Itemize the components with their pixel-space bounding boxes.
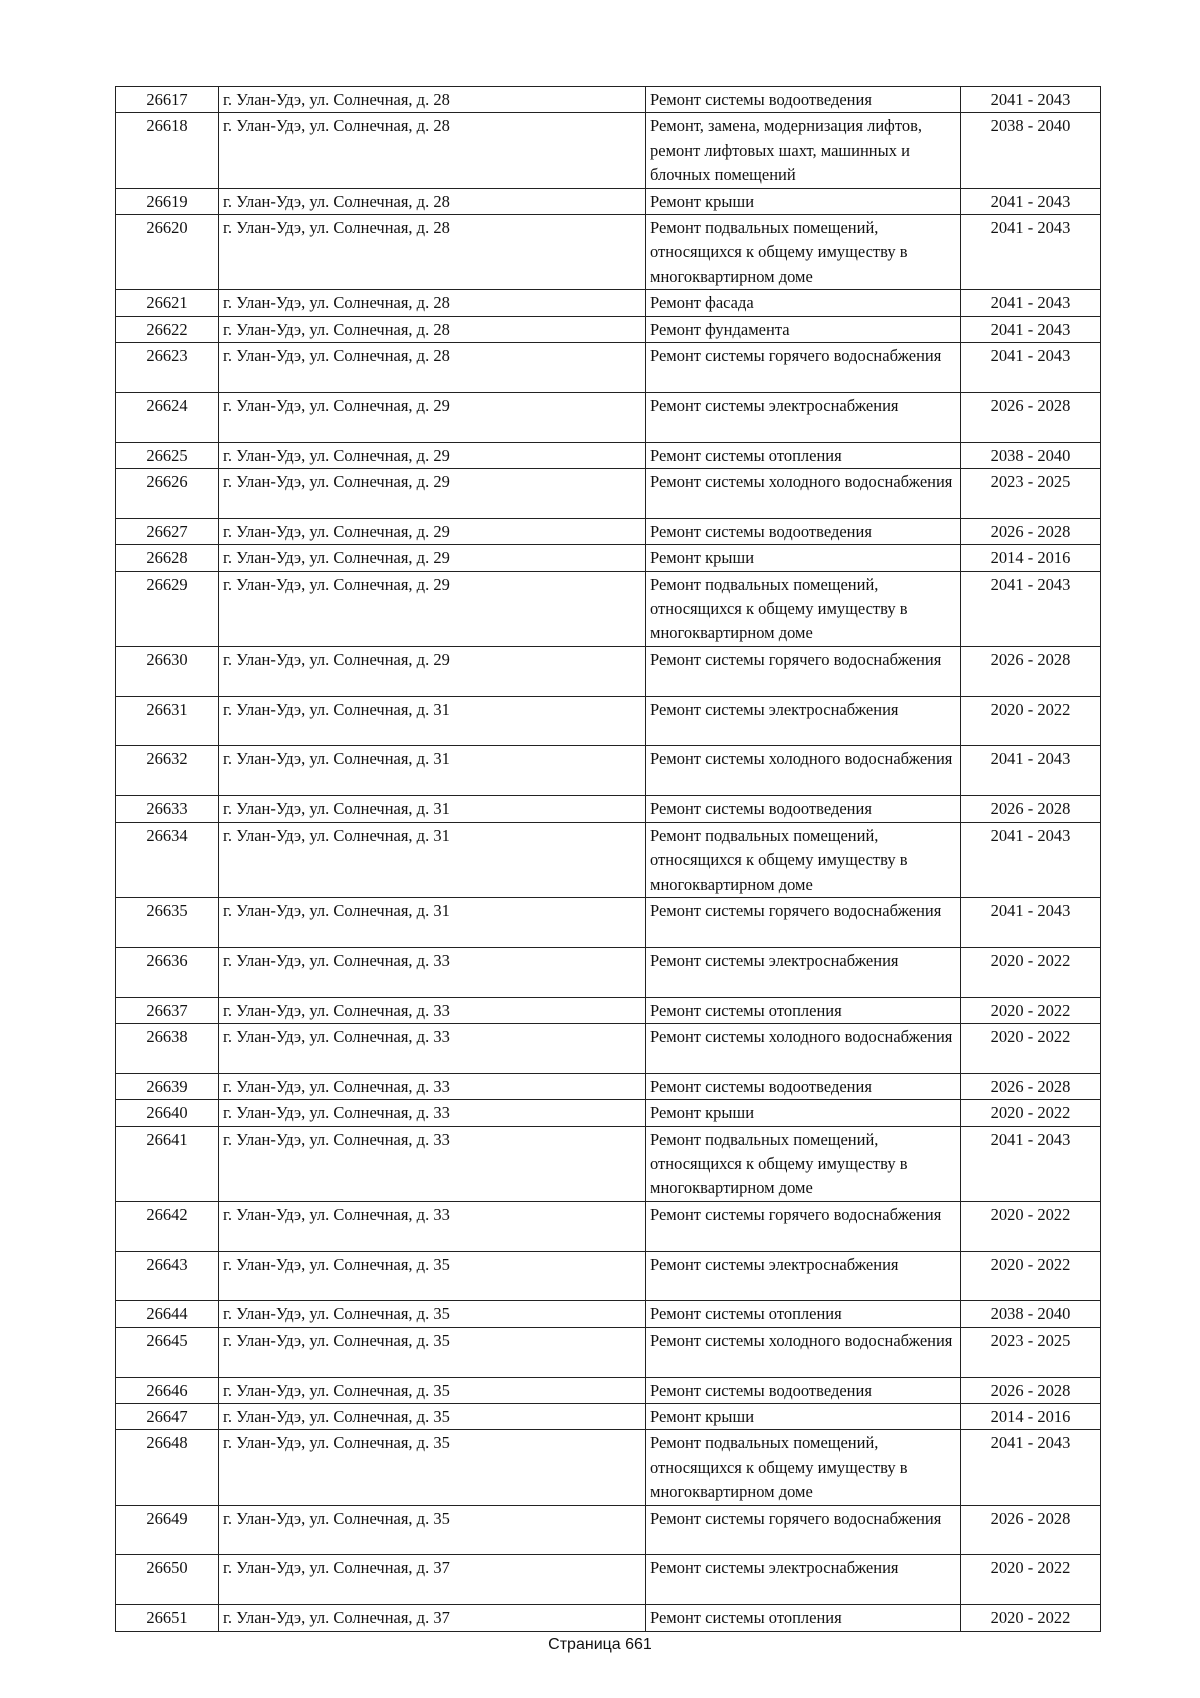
table-row	[116, 343, 1101, 393]
row-period: 2038 - 2040	[961, 1301, 1101, 1327]
row-work-type: Ремонт системы водоотведения	[646, 518, 961, 544]
row-number: 26651	[116, 1605, 219, 1631]
row-number: 26641	[116, 1126, 219, 1201]
table-row	[116, 1251, 1101, 1301]
row-number: 26626	[116, 469, 219, 519]
table-body	[116, 87, 1101, 1632]
repair-schedule-table	[115, 86, 1101, 1632]
row-work-type: Ремонт системы горячего водоснабжения	[646, 343, 961, 393]
row-address: г. Улан-Удэ, ул. Солнечная, д. 31	[219, 746, 646, 796]
row-period: 2020 - 2022	[961, 1605, 1101, 1631]
table-row	[116, 188, 1101, 214]
row-number: 26645	[116, 1327, 219, 1377]
row-address: г. Улан-Удэ, ул. Солнечная, д. 33	[219, 947, 646, 997]
row-work-type: Ремонт системы холодного водоснабжения	[646, 1023, 961, 1073]
row-number: 26637	[116, 997, 219, 1023]
row-work-type: Ремонт подвальных помещений, относящихся к общему имуществу в многоквартирном доме	[646, 215, 961, 290]
table-row	[116, 1100, 1101, 1126]
row-work-type: Ремонт, замена, модернизация лифтов, ремонт лифтовых шахт, машинных и блочных помещений	[646, 113, 961, 188]
table-row	[116, 87, 1101, 113]
row-period: 2026 - 2028	[961, 1377, 1101, 1403]
row-number: 26622	[116, 316, 219, 342]
table-row	[116, 1327, 1101, 1377]
row-number: 26634	[116, 822, 219, 897]
row-address: г. Улан-Удэ, ул. Солнечная, д. 28	[219, 290, 646, 316]
row-address: г. Улан-Удэ, ул. Солнечная, д. 35	[219, 1505, 646, 1555]
row-address: г. Улан-Удэ, ул. Солнечная, д. 29	[219, 545, 646, 571]
table-row	[116, 518, 1101, 544]
row-work-type: Ремонт подвальных помещений, относящихся к общему имуществу в многоквартирном доме	[646, 822, 961, 897]
row-period: 2023 - 2025	[961, 469, 1101, 519]
row-work-type: Ремонт подвальных помещений, относящихся к общему имуществу в многоквартирном доме	[646, 1126, 961, 1201]
table-row	[116, 1301, 1101, 1327]
row-address: г. Улан-Удэ, ул. Солнечная, д. 29	[219, 518, 646, 544]
table-row	[116, 1430, 1101, 1505]
row-period: 2020 - 2022	[961, 1201, 1101, 1251]
row-address: г. Улан-Удэ, ул. Солнечная, д. 33	[219, 997, 646, 1023]
row-work-type: Ремонт системы отопления	[646, 997, 961, 1023]
row-period: 2038 - 2040	[961, 113, 1101, 188]
row-address: г. Улан-Удэ, ул. Солнечная, д. 29	[219, 571, 646, 646]
row-number: 26620	[116, 215, 219, 290]
table-row	[116, 1555, 1101, 1605]
row-period: 2041 - 2043	[961, 746, 1101, 796]
row-period: 2026 - 2028	[961, 1505, 1101, 1555]
row-work-type: Ремонт системы холодного водоснабжения	[646, 1327, 961, 1377]
row-period: 2020 - 2022	[961, 997, 1101, 1023]
row-work-type: Ремонт фундамента	[646, 316, 961, 342]
row-work-type: Ремонт системы электроснабжения	[646, 696, 961, 746]
row-number: 26640	[116, 1100, 219, 1126]
row-work-type: Ремонт системы электроснабжения	[646, 392, 961, 442]
row-work-type: Ремонт крыши	[646, 188, 961, 214]
table-row	[116, 1377, 1101, 1403]
row-work-type: Ремонт системы электроснабжения	[646, 1251, 961, 1301]
row-address: г. Улан-Удэ, ул. Солнечная, д. 35	[219, 1403, 646, 1429]
row-number: 26650	[116, 1555, 219, 1605]
table-row	[116, 392, 1101, 442]
table-row	[116, 469, 1101, 519]
row-address: г. Улан-Удэ, ул. Солнечная, д. 35	[219, 1327, 646, 1377]
row-period: 2038 - 2040	[961, 442, 1101, 468]
table-row	[116, 316, 1101, 342]
row-work-type: Ремонт подвальных помещений, относящихся к общему имуществу в многоквартирном доме	[646, 1430, 961, 1505]
row-work-type: Ремонт системы водоотведения	[646, 87, 961, 113]
row-number: 26633	[116, 796, 219, 822]
row-address: г. Улан-Удэ, ул. Солнечная, д. 28	[219, 188, 646, 214]
row-address: г. Улан-Удэ, ул. Солнечная, д. 31	[219, 796, 646, 822]
row-number: 26648	[116, 1430, 219, 1505]
table-row	[116, 1201, 1101, 1251]
row-number: 26625	[116, 442, 219, 468]
row-address: г. Улан-Удэ, ул. Солнечная, д. 29	[219, 646, 646, 696]
row-address: г. Улан-Удэ, ул. Солнечная, д. 35	[219, 1430, 646, 1505]
row-work-type: Ремонт системы электроснабжения	[646, 947, 961, 997]
row-work-type: Ремонт системы водоотведения	[646, 1073, 961, 1099]
row-address: г. Улан-Удэ, ул. Солнечная, д. 33	[219, 1100, 646, 1126]
row-period: 2041 - 2043	[961, 1126, 1101, 1201]
table-row	[116, 947, 1101, 997]
table-row	[116, 215, 1101, 290]
page-number: Страница 661	[548, 1636, 652, 1653]
row-work-type: Ремонт крыши	[646, 1100, 961, 1126]
row-work-type: Ремонт системы водоотведения	[646, 796, 961, 822]
row-period: 2014 - 2016	[961, 1403, 1101, 1429]
row-period: 2041 - 2043	[961, 343, 1101, 393]
row-address: г. Улан-Удэ, ул. Солнечная, д. 35	[219, 1377, 646, 1403]
row-period: 2026 - 2028	[961, 796, 1101, 822]
row-number: 26631	[116, 696, 219, 746]
row-period: 2020 - 2022	[961, 947, 1101, 997]
row-period: 2041 - 2043	[961, 1430, 1101, 1505]
row-number: 26619	[116, 188, 219, 214]
table-row	[116, 822, 1101, 897]
row-work-type: Ремонт системы холодного водоснабжения	[646, 746, 961, 796]
row-period: 2020 - 2022	[961, 696, 1101, 746]
row-work-type: Ремонт системы отопления	[646, 442, 961, 468]
table-row	[116, 290, 1101, 316]
row-number: 26636	[116, 947, 219, 997]
table-row	[116, 897, 1101, 947]
row-work-type: Ремонт системы отопления	[646, 1301, 961, 1327]
row-number: 26623	[116, 343, 219, 393]
table-row	[116, 746, 1101, 796]
row-number: 26642	[116, 1201, 219, 1251]
row-number: 26639	[116, 1073, 219, 1099]
row-number: 26638	[116, 1023, 219, 1073]
row-period: 2041 - 2043	[961, 87, 1101, 113]
row-number: 26643	[116, 1251, 219, 1301]
row-work-type: Ремонт системы электроснабжения	[646, 1555, 961, 1605]
table-row	[116, 696, 1101, 746]
table-row	[116, 646, 1101, 696]
row-number: 26635	[116, 897, 219, 947]
row-work-type: Ремонт системы горячего водоснабжения	[646, 1505, 961, 1555]
row-number: 26628	[116, 545, 219, 571]
table-row	[116, 442, 1101, 468]
row-number: 26630	[116, 646, 219, 696]
row-period: 2026 - 2028	[961, 646, 1101, 696]
row-period: 2041 - 2043	[961, 571, 1101, 646]
row-address: г. Улан-Удэ, ул. Солнечная, д. 31	[219, 822, 646, 897]
row-number: 26627	[116, 518, 219, 544]
row-address: г. Улан-Удэ, ул. Солнечная, д. 28	[219, 343, 646, 393]
row-number: 26647	[116, 1403, 219, 1429]
table-row	[116, 1605, 1101, 1631]
row-work-type: Ремонт системы горячего водоснабжения	[646, 1201, 961, 1251]
table-row	[116, 1073, 1101, 1099]
row-address: г. Улан-Удэ, ул. Солнечная, д. 28	[219, 316, 646, 342]
row-period: 2041 - 2043	[961, 215, 1101, 290]
row-period: 2026 - 2028	[961, 518, 1101, 544]
row-address: г. Улан-Удэ, ул. Солнечная, д. 33	[219, 1201, 646, 1251]
table-row	[116, 1126, 1101, 1201]
row-period: 2041 - 2043	[961, 897, 1101, 947]
row-work-type: Ремонт системы холодного водоснабжения	[646, 469, 961, 519]
row-address: г. Улан-Удэ, ул. Солнечная, д. 35	[219, 1301, 646, 1327]
row-work-type: Ремонт системы горячего водоснабжения	[646, 646, 961, 696]
row-work-type: Ремонт системы горячего водоснабжения	[646, 897, 961, 947]
row-number: 26646	[116, 1377, 219, 1403]
row-number: 26629	[116, 571, 219, 646]
row-work-type: Ремонт подвальных помещений, относящихся к общему имуществу в многоквартирном доме	[646, 571, 961, 646]
row-period: 2041 - 2043	[961, 188, 1101, 214]
row-address: г. Улан-Удэ, ул. Солнечная, д. 29	[219, 442, 646, 468]
row-number: 26649	[116, 1505, 219, 1555]
table-row	[116, 1023, 1101, 1073]
row-period: 2026 - 2028	[961, 392, 1101, 442]
row-period: 2041 - 2043	[961, 290, 1101, 316]
row-address: г. Улан-Удэ, ул. Солнечная, д. 37	[219, 1605, 646, 1631]
row-address: г. Улан-Удэ, ул. Солнечная, д. 28	[219, 215, 646, 290]
row-period: 2020 - 2022	[961, 1555, 1101, 1605]
table-row	[116, 113, 1101, 188]
table-row	[116, 1403, 1101, 1429]
row-period: 2023 - 2025	[961, 1327, 1101, 1377]
row-address: г. Улан-Удэ, ул. Солнечная, д. 31	[219, 897, 646, 947]
row-period: 2020 - 2022	[961, 1100, 1101, 1126]
row-address: г. Улан-Удэ, ул. Солнечная, д. 33	[219, 1073, 646, 1099]
row-address: г. Улан-Удэ, ул. Солнечная, д. 29	[219, 392, 646, 442]
row-work-type: Ремонт системы водоотведения	[646, 1377, 961, 1403]
row-number: 26617	[116, 87, 219, 113]
row-period: 2041 - 2043	[961, 316, 1101, 342]
row-address: г. Улан-Удэ, ул. Солнечная, д. 33	[219, 1023, 646, 1073]
row-number: 26621	[116, 290, 219, 316]
row-period: 2020 - 2022	[961, 1251, 1101, 1301]
row-work-type: Ремонт фасада	[646, 290, 961, 316]
row-period: 2041 - 2043	[961, 822, 1101, 897]
row-address: г. Улан-Удэ, ул. Солнечная, д. 28	[219, 87, 646, 113]
row-address: г. Улан-Удэ, ул. Солнечная, д. 29	[219, 469, 646, 519]
row-period: 2014 - 2016	[961, 545, 1101, 571]
row-number: 26644	[116, 1301, 219, 1327]
row-work-type: Ремонт крыши	[646, 545, 961, 571]
row-period: 2026 - 2028	[961, 1073, 1101, 1099]
table-row	[116, 796, 1101, 822]
row-address: г. Улан-Удэ, ул. Солнечная, д. 35	[219, 1251, 646, 1301]
row-period: 2020 - 2022	[961, 1023, 1101, 1073]
row-number: 26632	[116, 746, 219, 796]
table-row	[116, 571, 1101, 646]
row-address: г. Улан-Удэ, ул. Солнечная, д. 31	[219, 696, 646, 746]
table-row	[116, 1505, 1101, 1555]
row-number: 26624	[116, 392, 219, 442]
row-work-type: Ремонт системы отопления	[646, 1605, 961, 1631]
row-address: г. Улан-Удэ, ул. Солнечная, д. 37	[219, 1555, 646, 1605]
table-row	[116, 545, 1101, 571]
row-work-type: Ремонт крыши	[646, 1403, 961, 1429]
table-row	[116, 997, 1101, 1023]
row-number: 26618	[116, 113, 219, 188]
row-address: г. Улан-Удэ, ул. Солнечная, д. 33	[219, 1126, 646, 1201]
row-address: г. Улан-Удэ, ул. Солнечная, д. 28	[219, 113, 646, 188]
